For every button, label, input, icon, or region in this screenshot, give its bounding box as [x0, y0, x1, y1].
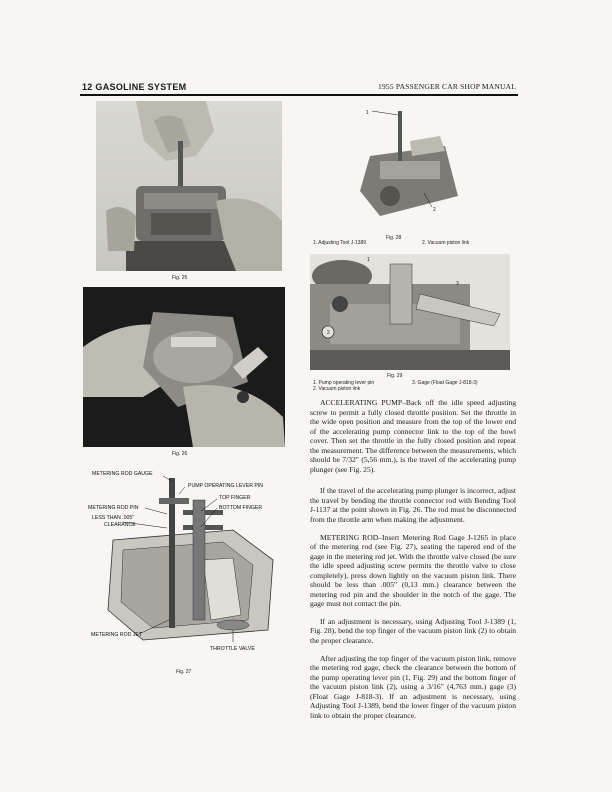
label-pump-pin: PUMP OPERATING LEVER PIN [188, 483, 264, 489]
fig28-photo [350, 101, 462, 231]
fig25-caption: Fig. 25 [172, 275, 188, 281]
fig28-legend-1: 1. Adjusting Tool J-1389 [313, 240, 367, 246]
fig29-legend-1: 1. Pump operating lever pin [313, 380, 375, 386]
paragraph-adjustment: If an adjustment is necessary, using Adjusting Tool J-1389 (1, Fig. 28), bend the top finger of the vacuum piston link (2) to obtain the proper clearance. [310, 616, 516, 646]
label-clearance-2: CLEARANCE [104, 522, 136, 528]
paragraph-after-adjusting: After adjusting the top finger of the vacuum piston link, remove the metering rod gage, check the clearance between the bottom of the pump operating lever pin (1, Fig. 29) and the bottom finger of the vacuum piston link (2), using a 3/16" (4,763 mm.) gage (3) (Float Gage J-818-3). If an adjustment is necessary, using Adjusting Tool J-1389, bend the lower finger of the vacuum piston link to obtain the proper clearance. [310, 653, 516, 720]
paragraph-pump-travel: If the travel of the accelerating pump plunger is incorrect, adjust the travel by bending the throttle connector rod with Bending Tool J-1137 at the point shown in Fig. 26. The rod must be disconnected from the throttle arm when making the adjustment. [310, 486, 516, 525]
fig29-callout-1: 1 [367, 257, 370, 263]
label-throttle: THROTTLE VALVE [210, 646, 255, 652]
header-rule [80, 94, 518, 96]
fig28-callout-2: 2 [433, 207, 436, 213]
fig29-callout-2: 2 [327, 330, 330, 336]
paragraph-accelerating-pump [310, 398, 516, 474]
fig29-callout-3: 3 [456, 281, 459, 287]
fig28-caption: Fig. 28 [386, 235, 402, 241]
paragraph-metering-rod [310, 533, 516, 609]
label-top-finger: TOP FINGER [219, 495, 251, 501]
fig29-photo [310, 254, 510, 370]
label-rod-pin: METERING ROD PIN [88, 505, 139, 511]
label-rod-jet: METERING ROD JET [91, 632, 143, 638]
fig25-photo [96, 101, 282, 271]
fig27-diagram [83, 470, 285, 646]
label-bottom-finger: BOTTOM FINGER [219, 505, 263, 511]
fig29-caption: Fig. 29 [387, 373, 403, 379]
fig29-legend-2: 2. Vacuum piston link [313, 386, 361, 392]
body-text-column [310, 398, 516, 728]
label-clearance-1: LESS THAN .005" [92, 515, 135, 521]
fig26-photo [83, 287, 285, 447]
fig29-legend-3: 3. Gage (Float Gage J-818-3) [412, 380, 478, 386]
fig26-caption: Fig. 26 [172, 451, 188, 457]
fig28-callout-1: 1 [366, 110, 369, 116]
fig27-caption: Fig. 27 [176, 669, 192, 675]
manual-title: 1955 PASSENGER CAR SHOP MANUAL [378, 82, 516, 91]
lead-metering-rod: METERING ROD [320, 532, 379, 542]
section-title: 12 GASOLINE SYSTEM [82, 82, 187, 92]
fig28-legend-2: 2. Vacuum piston link [422, 240, 470, 246]
text-accelerating-pump: –Back off the idle speed adjusting screw to permit a fully closed throttle position. Set the throttle in the wide open position and measure from the top of the lower end of the accelerating pump connector link to the top of the bowl cover. Then set the throttle in the fully closed position and repeat the measurement. The difference between the measurements, which should be 7/32" (5,56 mm.), is the travel of the accelerating pump plunger (see Fig. 25). [310, 398, 517, 474]
label-gauge: METERING ROD GAUGE [92, 471, 153, 477]
lead-accelerating-pump: ACCELERATING PUMP [320, 398, 403, 407]
text-metering-rod: –Insert Metering Rod Gage J-1265 in place of the metering rod (see Fig. 27), seating the tapered end of the gage in the metering rod jet. With the throttle valve closed (be sure the idle speed adjusting screw permits the throttle valve to close completely), press down lightly on the vacuum piston link. There should be less than .005" (0,13 mm.) clearance between the metering rod pin and the shoulder in the notch of the gage. The gage must not contact the pin. [310, 532, 516, 609]
